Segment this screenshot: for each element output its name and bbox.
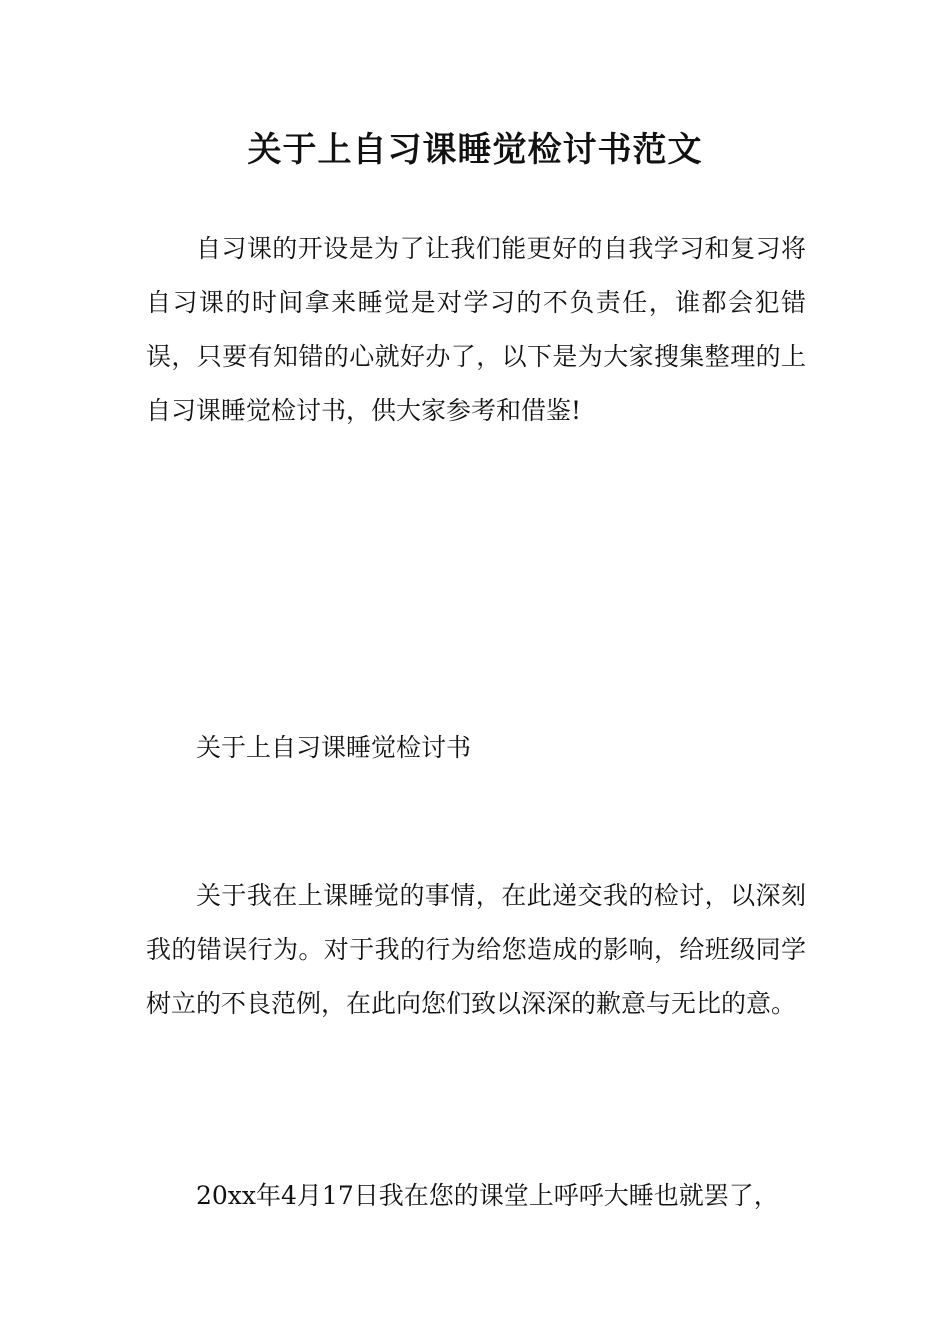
document-title: 关于上自习课睡觉检讨书范文: [247, 130, 703, 170]
body-paragraph-2: 20xx年4月17日我在您的课堂上呼呼大睡也就罢了，: [196, 1181, 779, 1210]
body-paragraph-1: 关于我在上课睡觉的事情，在此递交我的检讨，以深刻我的错误行为。对于我的行为给您造成的影响，给班级同学树立的不良范例，在此向您们致以深深的歉意与无比的意。: [146, 881, 806, 1018]
intro-paragraph: 自习课的开设是为了让我们能更好的自我学习和复习将自习课的时间拿来睡觉是对学习的不负责任，谁都会犯错误，只要有知错的心就好办了，以下是为大家搜集整理的上自习课睡觉检讨书，供大家参考和借鉴!: [146, 234, 806, 425]
section-title: 关于上自习课睡觉检讨书: [196, 733, 472, 762]
